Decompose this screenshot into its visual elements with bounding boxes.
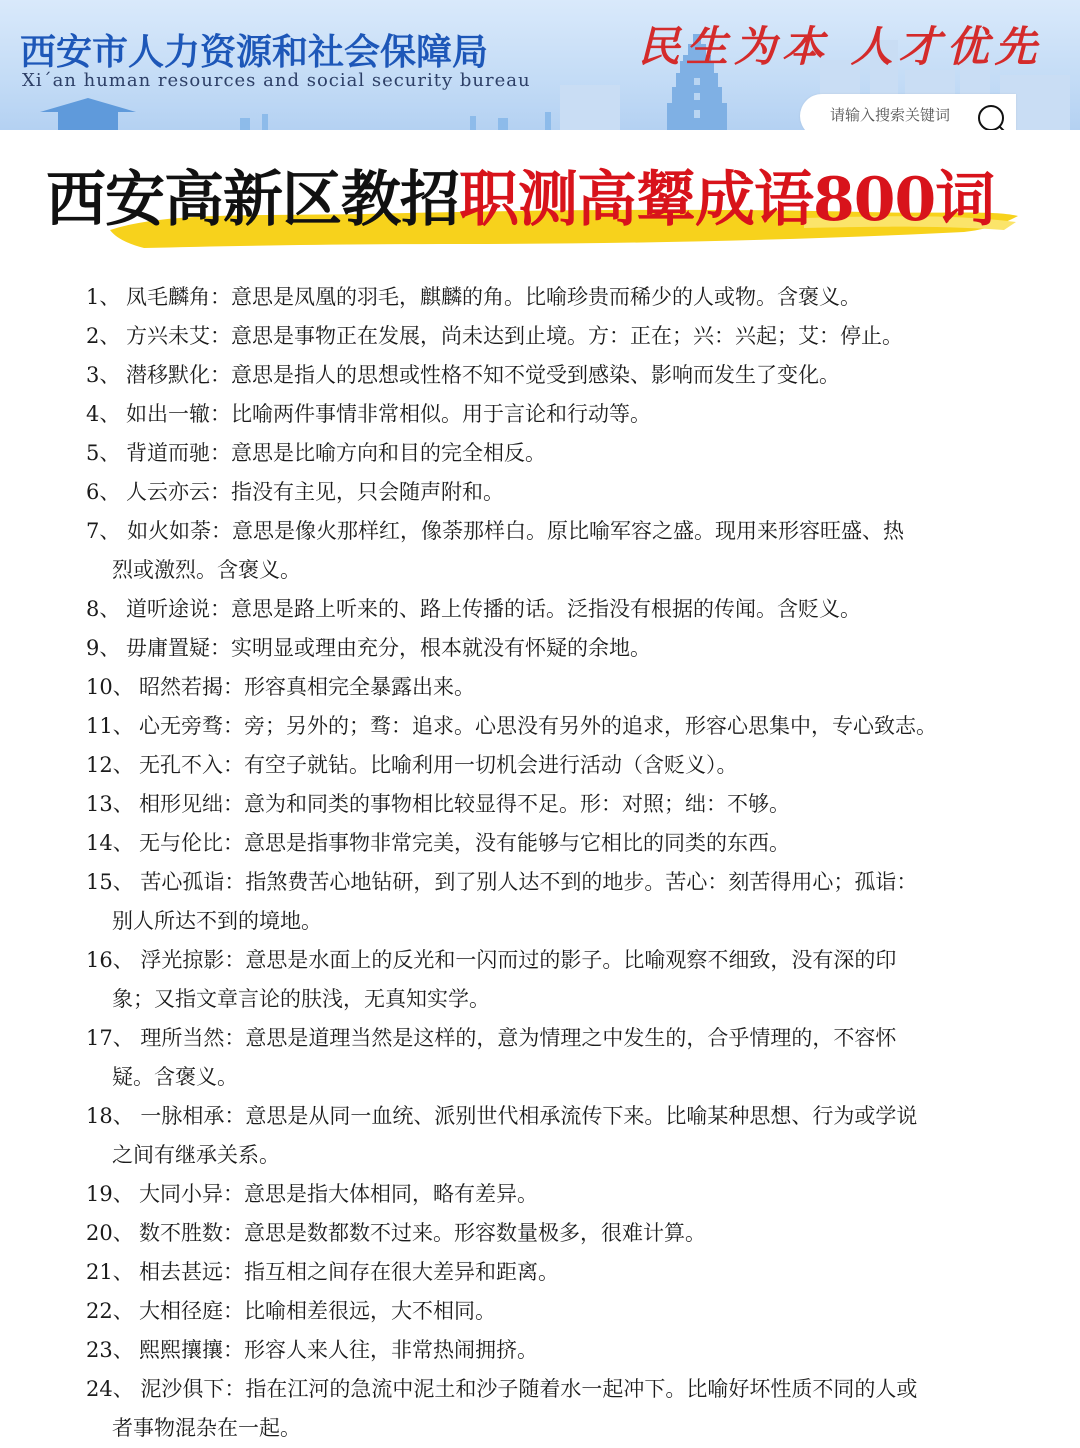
item-number: 19、 xyxy=(86,1182,134,1206)
search-input[interactable] xyxy=(830,102,970,128)
item-text: 潜移默化：意思是指人的思想或性格不知不觉受到感染、影响而发生了变化。 xyxy=(126,363,840,387)
list-item xyxy=(86,1214,996,1253)
list-item xyxy=(86,941,996,1019)
search-icon[interactable] xyxy=(976,103,1006,130)
title-block xyxy=(0,150,1080,250)
list-item xyxy=(86,1292,996,1331)
list-item xyxy=(86,395,996,434)
item-text: 如火如荼：意思是像火那样红，像荼那样白。原比喻军容之盛。现用来形容旺盛、热 xyxy=(127,519,905,543)
item-number: 8、 xyxy=(86,597,121,621)
site-header-banner xyxy=(0,0,1080,130)
list-item xyxy=(86,1097,996,1175)
item-number: 4、 xyxy=(86,402,121,426)
item-number: 12、 xyxy=(86,753,134,777)
item-text: 人云亦云：指没有主见，只会随声附和。 xyxy=(126,480,504,504)
item-text: 熙熙攘攘：形容人来人往，非常热闹拥挤。 xyxy=(139,1338,538,1362)
item-number: 16、 xyxy=(86,948,134,972)
item-text: 大相径庭：比喻相差很远，大不相同。 xyxy=(139,1299,496,1323)
item-text: 无孔不入：有空子就钻。比喻利用一切机会进行活动（含贬义）。 xyxy=(139,753,738,777)
list-item xyxy=(86,824,996,863)
item-text-continued: 烈或激烈。含褒义。 xyxy=(112,558,301,582)
item-number: 10、 xyxy=(86,675,134,699)
list-item xyxy=(86,356,996,395)
item-number: 7、 xyxy=(86,519,121,543)
list-item xyxy=(86,785,996,824)
list-item xyxy=(86,668,996,707)
list-item xyxy=(86,512,996,590)
item-number: 22、 xyxy=(86,1299,134,1323)
item-text: 苦心孤诣：指煞费苦心地钻研，到了别人达不到的地步。苦心：刻苦得用心；孤诣： xyxy=(140,870,918,894)
item-text: 理所当然：意思是道理当然是这样的，意为情理之中发生的，合乎情理的，不容怀 xyxy=(140,1026,897,1050)
item-number: 17、 xyxy=(86,1026,134,1050)
item-text-continued: 象；又指文章言论的肤浅，无真知实学。 xyxy=(112,987,490,1011)
list-item xyxy=(86,1019,996,1097)
list-item xyxy=(86,1331,996,1370)
list-item xyxy=(86,1370,996,1448)
page-title-red: 职测高颦成语800词 xyxy=(459,165,995,235)
item-text: 毋庸置疑：实明显或理由充分，根本就没有怀疑的余地。 xyxy=(126,636,651,660)
item-number: 9、 xyxy=(86,636,121,660)
org-name-cn: 西安市人力资源和社会保障局 xyxy=(20,32,489,73)
list-item xyxy=(86,746,996,785)
item-number: 14、 xyxy=(86,831,134,855)
item-text: 背道而驰：意思是比喻方向和目的完全相反。 xyxy=(126,441,546,465)
item-text: 方兴未艾：意思是事物正在发展，尚未达到止境。方：正在；兴：兴起；艾：停止。 xyxy=(126,324,903,348)
item-number: 6、 xyxy=(86,480,121,504)
item-text: 相形见绌：意为和同类的事物相比较显得不足。形：对照；绌：不够。 xyxy=(139,792,790,816)
item-number: 20、 xyxy=(86,1221,134,1245)
item-number: 18、 xyxy=(86,1104,134,1128)
item-text: 道听途说：意思是路上听来的、路上传播的话。泛指没有根据的传闻。含贬义。 xyxy=(126,597,861,621)
item-text-continued: 之间有继承关系。 xyxy=(112,1143,280,1167)
list-item xyxy=(86,434,996,473)
header-slogan: 民生为本 人才优先 xyxy=(638,22,1043,71)
list-item xyxy=(86,863,996,941)
item-number: 11、 xyxy=(86,714,134,738)
list-item xyxy=(86,473,996,512)
item-text: 大同小异：意思是指大体相同，略有差异。 xyxy=(139,1182,538,1206)
list-item xyxy=(86,590,996,629)
item-number: 21、 xyxy=(86,1260,134,1284)
item-number: 24、 xyxy=(86,1377,134,1401)
item-text: 无与伦比：意思是指事物非常完美，没有能够与它相比的同类的东西。 xyxy=(139,831,790,855)
item-number: 5、 xyxy=(86,441,121,465)
list-item xyxy=(86,317,996,356)
list-item xyxy=(86,629,996,668)
item-text-continued: 疑。含褒义。 xyxy=(112,1065,238,1089)
item-number: 2、 xyxy=(86,324,121,348)
list-item xyxy=(86,278,996,317)
item-text: 泥沙俱下：指在江河的急流中泥土和沙子随着水一起冲下。比喻好坏性质不同的人或 xyxy=(140,1377,918,1401)
idiom-list xyxy=(86,278,996,1448)
item-text: 心无旁骛：旁；另外的；骛：追求。心思没有另外的追求，形容心思集中，专心致志。 xyxy=(139,714,937,738)
item-text-continued: 者事物混杂在一起。 xyxy=(112,1416,301,1440)
item-number: 1、 xyxy=(86,285,121,309)
item-text: 相去甚远：指互相之间存在很大差异和距离。 xyxy=(139,1260,559,1284)
page-title xyxy=(46,160,994,240)
item-text-continued: 别人所达不到的境地。 xyxy=(112,909,322,933)
item-text: 凤毛麟角：意思是凤凰的羽毛，麒麟的角。比喻珍贵而稀少的人或物。含褒义。 xyxy=(126,285,861,309)
item-number: 13、 xyxy=(86,792,134,816)
list-item xyxy=(86,707,996,746)
item-text: 如出一辙：比喻两件事情非常相似。用于言论和行动等。 xyxy=(126,402,651,426)
list-item xyxy=(86,1175,996,1214)
search-box xyxy=(800,94,1016,130)
item-number: 3、 xyxy=(86,363,121,387)
item-text: 浮光掠影：意思是水面上的反光和一闪而过的影子。比喻观察不细致，没有深的印 xyxy=(140,948,897,972)
item-text: 数不胜数：意思是数都数不过来。形容数量极多，很难计算。 xyxy=(139,1221,706,1245)
item-number: 15、 xyxy=(86,870,134,894)
org-name-en: Xi´an human resources and social security bureau xyxy=(22,70,531,91)
list-item xyxy=(86,1253,996,1292)
item-text: 一脉相承：意思是从同一血统、派别世代相承流传下来。比喻某种思想、行为或学说 xyxy=(140,1104,918,1128)
item-text: 昭然若揭：形容真相完全暴露出来。 xyxy=(139,675,475,699)
item-number: 23、 xyxy=(86,1338,134,1362)
page-title-black: 西安高新区教招 xyxy=(46,165,459,235)
